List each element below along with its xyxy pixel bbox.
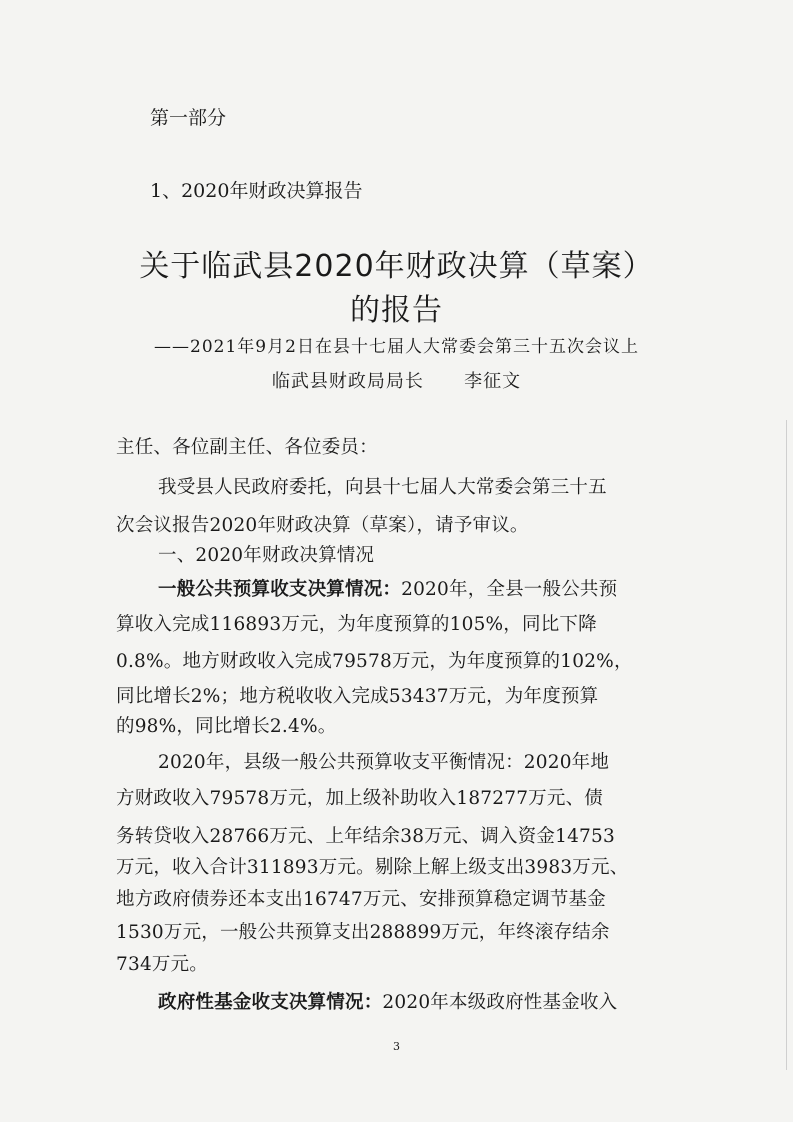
paragraph-3-line-1: 2020年，县级一般公共预算收支平衡情况：2020年地 (158, 752, 610, 773)
paragraph-3-line-7: 734万元。 (116, 954, 209, 975)
paragraph-3-line-6: 1530万元，一般公共预算支出288899万元，年终滚存结余 (116, 922, 610, 943)
paragraph-1-line-1: 我受县人民政府委托，向县十七届人大常委会第三十五 (158, 477, 607, 498)
report-title-line1: 关于临武县2020年财政决算（草案） (139, 249, 654, 284)
paragraph-3-line-5: 地方政府债券还本支出16747万元、安排预算稳定调节基金 (116, 889, 606, 910)
paragraph-2-line-4: 同比增长2%；地方税收收入完成53437万元，为年度预算 (116, 686, 599, 707)
paragraph-2-line-1 (158, 575, 617, 601)
paragraph-4-text: 2020年本级政府性基金收入 (382, 992, 618, 1013)
paragraph-3-line-2: 方财政收入79578万元，加上级补助收入187277万元、债 (116, 788, 603, 809)
report-speaker: 临武县财政局局长 李征文 (271, 371, 522, 392)
report-subtitle: ——2021年9月2日在县十七届人大常委会第三十五次会议上 (154, 337, 639, 357)
paragraph-3-line-3: 务转贷收入28766万元、上年结余38万元、调入资金14753 (116, 826, 615, 847)
paragraph-2-lead: 一般公共预算收支决算情况： (158, 579, 402, 600)
scan-edge-line (786, 420, 787, 1070)
paragraph-4-lead: 政府性基金收支决算情况： (158, 992, 383, 1013)
report-title-line2: 的报告 (350, 293, 443, 328)
page-number: 3 (393, 1040, 400, 1053)
paragraph-2-text: 2020年，全县一般公共预 (401, 579, 618, 600)
paragraph-1-line-2: 次会议报告2020年财政决算（草案），请予审议。 (116, 515, 529, 536)
item-heading: 1、2020年财政决算报告 (150, 180, 363, 202)
section-1-heading: 一、2020年财政决算情况 (158, 545, 375, 566)
paragraph-2-line-5: 的98%，同比增长2.4%。 (116, 716, 337, 737)
salutation: 主任、各位副主任、各位委员： (116, 437, 378, 458)
part-heading: 第一部分 (150, 107, 227, 129)
paragraph-2-line-2: 算收入完成116893万元，为年度预算的105%，同比下降 (116, 614, 597, 635)
paragraph-3-line-4: 万元，收入合计311893万元。剔除上解上级支出3983万元、 (116, 857, 629, 878)
paragraph-4-line-1 (158, 988, 617, 1014)
paragraph-2-line-3: 0.8%。地方财政收入完成79578万元，为年度预算的102%， (116, 651, 633, 672)
